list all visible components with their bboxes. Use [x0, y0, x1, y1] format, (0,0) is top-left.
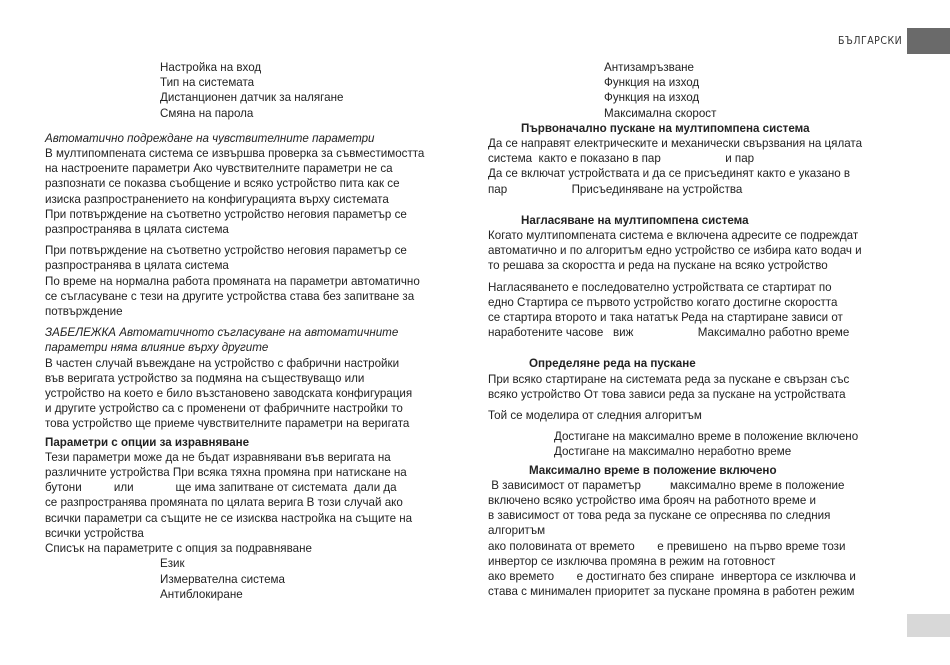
language-label: БЪЛГАРСКИ	[838, 35, 903, 47]
list-item: Език	[160, 557, 185, 571]
list-item: Функция на изход	[604, 91, 700, 105]
text-line: то решава за скоростта и реда на пускане на всяко устройство	[488, 259, 828, 273]
list-item: Антиблокиране	[160, 587, 243, 601]
list-item: Функция на изход	[604, 76, 700, 90]
text-line: всяко устройство От това зависи реда за пускане на устройствата	[488, 387, 846, 401]
note-line: параметри няма влияние върху другите	[45, 341, 269, 355]
text-line: бутони или ще има запитване от системата дали да	[45, 481, 397, 495]
text-line: разпространява в цялата система	[45, 259, 229, 273]
text-line: В мултипомпената система се извършва проверка за съвместимостта	[45, 147, 425, 161]
text-line: потвърждение	[45, 305, 123, 319]
menu-item: Настройка на вход	[160, 61, 262, 74]
text-line: включено всяко устройство има брояч на работното време и	[488, 494, 816, 508]
list-item: Максимална скорост	[604, 106, 717, 120]
text-line: на настроените параметри Ако чувствителните параметри не са	[45, 162, 393, 176]
text-line: в зависимост от това реда за пускане се опреснява по следния	[488, 509, 831, 523]
align-params-list	[45, 556, 467, 602]
text-line: В зависимост от параметър максимално време в положение	[488, 478, 845, 492]
order-heading: Определяне реда на пускане	[529, 357, 696, 371]
text-line: По време на нормална работа промяната на параметри автоматично	[45, 274, 420, 288]
algorithm-intro: Той се моделира от следния алгоритъм	[488, 409, 702, 423]
adjust-heading: Нагласяване на мултипомпена система	[521, 213, 749, 227]
text-line: всички параметри са същите не се изисква настройка на същите на	[45, 511, 413, 525]
text-line: Тези параметри може да не бъдат изравнявани във веригата на	[45, 450, 391, 464]
text-line: във веригата устройство за подмяна на съществуващо или	[45, 371, 365, 385]
text-line: Когато мултипомпената система е включена адресите се подреждат	[488, 229, 859, 243]
text-line: различните устройства При всяка тяхна промяна при натискане на	[45, 466, 407, 480]
list-item: Антизамръзване	[604, 61, 694, 74]
text-line: се разпространява промяната по цялата верига В този случай ако	[45, 496, 403, 510]
sequence-paragraph	[488, 280, 908, 341]
text-line: ако времето е достигнато без спиране инвертора се изключва и	[488, 570, 856, 584]
text-line: едно Стартира се първото устройство когато достигне скоростта	[488, 295, 838, 309]
text-line: всички устройства	[45, 526, 144, 540]
text-line: това устройство ще приеме чувствителните параметри на веригата	[45, 417, 410, 431]
auto-sync-paragraph	[45, 146, 467, 237]
note-paragraph	[45, 325, 467, 355]
max-time-heading: Максимално време в положение включено	[529, 463, 777, 477]
text-line: се стартира второто и така нататък Реда на стартиране зависи от	[488, 311, 843, 325]
menu-list	[45, 60, 467, 121]
text-line: алгоритъм	[488, 524, 546, 538]
page-number-tab	[907, 614, 950, 637]
list-item: Достигане на максимално неработно време	[554, 445, 792, 459]
text-line: Да се направят електрическите и механически свързвания на цялата	[488, 137, 863, 151]
text-line: Нагласяването е последователно устройствата се стартират по	[488, 280, 832, 294]
align-params-paragraph	[45, 450, 467, 556]
text-line: автоматично и по алгоритъм едно устройство се избира като водач и	[488, 244, 862, 258]
menu-item: Тип на системата	[160, 76, 255, 90]
text-line: и другите устройство са с променени от фабричните настройки то	[45, 402, 403, 416]
max-time-paragraph	[488, 478, 908, 600]
text-line: изиска разпространението на конфигурацията върху системата	[45, 192, 389, 206]
list-item: Измервателна система	[160, 572, 285, 586]
text-line: Да се включат устройствата и да се присъединят както е указано в	[488, 167, 851, 181]
initial-start-heading: Първоначално пускане на мултипомпена система	[521, 121, 810, 135]
text-line: инвертор се изключва промяна в режим на готовност	[488, 554, 776, 568]
text-line: разпознати се показва съобщение и всяко устройство пита как се	[45, 177, 400, 191]
auto-sync-heading: Автоматично подреждане на чувствителните параметри	[45, 131, 375, 145]
align-params-list-continued	[488, 60, 908, 121]
text-line: наработените часове виж Максимално работно време	[488, 326, 850, 340]
note-line: ЗАБЕЛЕЖКА Автоматичното съгласуване на автоматичните	[45, 326, 399, 340]
order-paragraph	[488, 372, 908, 402]
text-line: се съгласуване с тези на другите устройства става без запитване за	[45, 289, 415, 303]
initial-start-paragraph	[488, 136, 908, 197]
text-line: система както е показано в пар и пар	[488, 152, 755, 166]
text-line: Списък на параметрите с опция за подравняване	[45, 542, 312, 556]
menu-item: Смяна на парола	[160, 106, 254, 120]
text-line: ако половината от времето е превишено на първо време този	[488, 539, 846, 553]
text-line: става с минимален приоритет за пускане промяна в работен режим	[488, 585, 855, 599]
language-tab	[907, 28, 950, 54]
align-params-heading: Параметри с опции за изравняване	[45, 435, 250, 449]
text-line: В частен случай въвеждане на устройство с фабрични настройки	[45, 356, 400, 370]
text-line: устройство на което е било възстановено заводската конфигурация	[45, 387, 413, 401]
text-line: При потвърждение на съответно устройство неговия параметър се	[45, 207, 407, 221]
text-line: разпространява в цялата система	[45, 223, 229, 237]
confirm-paragraph	[45, 243, 467, 319]
right-column	[488, 60, 908, 600]
text-line: пар Присъединяване на устройства	[488, 182, 743, 196]
algorithm-list	[488, 429, 908, 459]
left-column	[45, 60, 467, 602]
list-item: Достигане на максимално време в положение включено	[554, 430, 859, 444]
menu-item: Дистанционен датчик за налягане	[160, 91, 344, 105]
text-line: При всяко стартиране на системата реда за пускане е свързан със	[488, 372, 850, 386]
text-line: При потвърждение на съответно устройство неговия параметър се	[45, 244, 407, 258]
factory-paragraph	[45, 356, 467, 432]
adjust-paragraph	[488, 228, 908, 274]
